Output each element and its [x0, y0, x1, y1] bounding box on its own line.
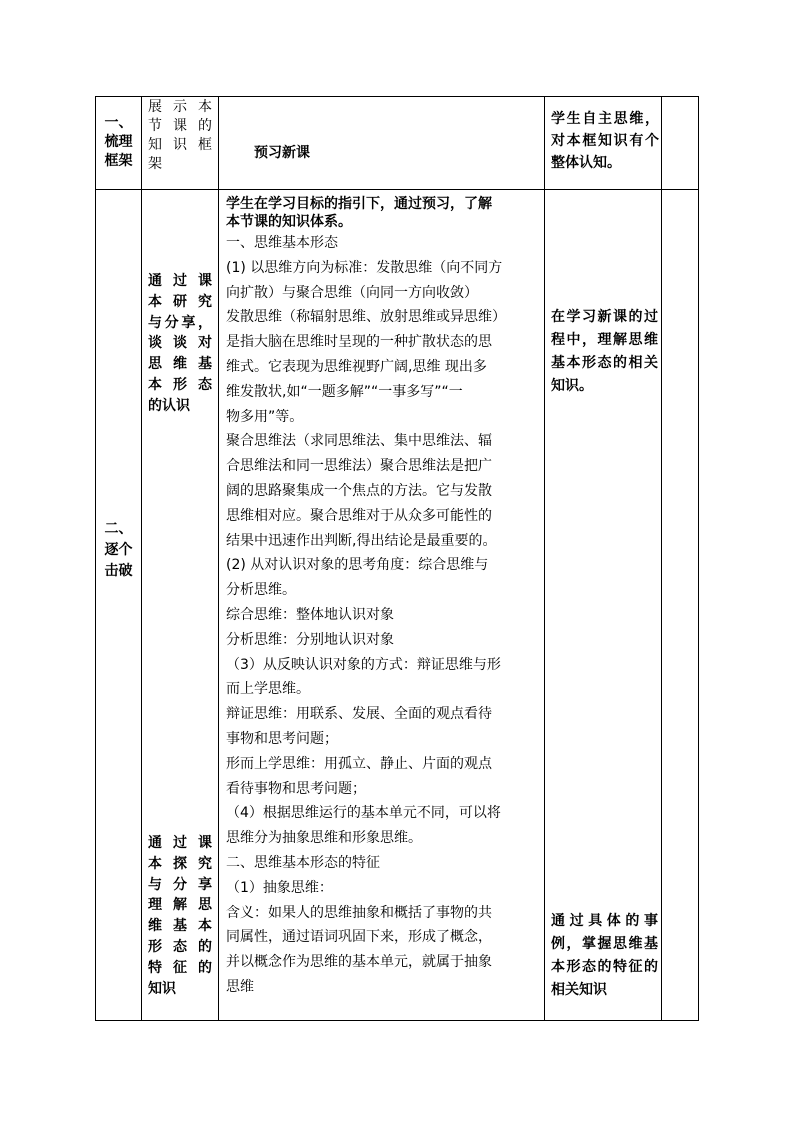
- table-col-divider-2: [218, 96, 219, 1021]
- content-line: 本节课的知识体系。: [226, 214, 352, 230]
- content-line: （1）抽象思维：: [226, 879, 333, 896]
- content-line: 分析思维：分别地认识对象: [226, 631, 394, 648]
- content-line: 合思维法和同一思维法）聚合思维法是把广: [226, 458, 492, 475]
- row2-goal2-line: 特征的: [148, 959, 212, 976]
- row2-goal2-line: 知识: [148, 980, 176, 997]
- content-line: 是指大脑在思维时呈现的一种扩散状态的思: [226, 334, 492, 351]
- content-line: 学生在学习目标的指引下，通过预习，了解: [226, 196, 492, 212]
- row2-goal2-line: 与分享: [148, 876, 212, 893]
- content-line: 辩证思维：用联系、发展、全面的观点看待: [226, 706, 492, 723]
- row2-goal1-line: 通过课: [148, 273, 212, 289]
- table-col-divider-3: [544, 96, 545, 1021]
- row1-activity-cell: 预习新课: [254, 145, 310, 161]
- content-line: 事物和思考问题；: [226, 730, 338, 747]
- row2-goal1-line: 本形态: [148, 376, 212, 393]
- content-line: 阔的思路聚集成一个焦点的方法。它与发散: [226, 482, 492, 499]
- row2-goal2-line: 本探究: [148, 855, 212, 872]
- row2-section-cell: 二、 逐个 击破: [104, 521, 133, 579]
- row2-goal1-cell: [148, 271, 212, 417]
- content-line: 分析思维。: [226, 582, 296, 599]
- row2-goal2-line: 维基本: [148, 918, 212, 935]
- row2-goal2-line: 通过课: [148, 835, 212, 851]
- content-line: (1) 以思维方向为标准：发散思维（向不同方: [226, 259, 503, 276]
- content-line: 综合思维：整体地认识对象: [226, 606, 394, 623]
- row2-intent1-cell: 在学习新课的过程中，理解思维基本形态的相关知识。: [551, 309, 658, 394]
- row1-goal-cell: [148, 98, 212, 174]
- content-line: 而上学思维。: [226, 681, 310, 698]
- row1-intent-cell: 学生自主思维，对本框知识有个整体认知。: [551, 111, 659, 171]
- row2-goal2-line: 理解思: [148, 897, 212, 914]
- row1-goal-line: 知识框: [148, 137, 212, 153]
- row2-goal1-line: 与分享，: [148, 314, 212, 331]
- row1-goal-line: 节课的: [148, 118, 212, 134]
- row2-content-cell: [226, 195, 540, 1000]
- row1-section-cell: 一、 梳理 框架: [104, 115, 133, 169]
- row1-goal-line: 架: [148, 156, 162, 172]
- content-line: 同属性，通过语词巩固下来，形成了概念，: [226, 929, 492, 946]
- row2-goal2-cell: [148, 833, 212, 999]
- row1-goal-line: 展示本: [148, 99, 212, 115]
- row2-goal1-line: 思维基: [148, 356, 212, 373]
- content-line: 思维: [226, 978, 254, 995]
- content-line: 并以概念作为思维的基本单元，就属于抽象: [226, 954, 492, 971]
- table-border-top: [95, 96, 699, 97]
- content-line: (2) 从对认识对象的思考角度：综合思维与: [226, 557, 489, 574]
- content-line: 含义：如果人的思维抽象和概括了事物的共: [226, 904, 492, 921]
- content-line: （4）根据思维运行的基本单元不同，可以将: [226, 805, 501, 822]
- content-line: 一、思维基本形态: [226, 235, 338, 251]
- content-line: 发散思维（称辐射思维、放射思维或异思维）: [226, 309, 506, 326]
- content-line: 向扩散）与聚合思维（向同一方向收敛）: [226, 284, 478, 301]
- table-border-right: [698, 96, 699, 1021]
- row2-goal1-line: 的认识: [148, 397, 190, 414]
- content-line: 维发散状,如“一题多解”“一事多写”“一: [226, 383, 463, 400]
- content-line: （3）从反映认识对象的方式：辩证思维与形: [226, 656, 501, 673]
- content-line: 维式。它表现为思维视野广阔,思维 现出多: [226, 358, 487, 375]
- content-line: 聚合思维法（求同思维法、集中思维法、辐: [226, 433, 492, 450]
- row2-goal1-line: 谈谈对: [148, 335, 212, 352]
- table-border-bottom: [95, 1020, 699, 1021]
- content-line: 物多用”等。: [226, 408, 304, 425]
- row2-goal2-line: 形态的: [148, 938, 212, 955]
- content-line: 看待事物和思考问题；: [226, 780, 366, 797]
- content-line: 思维相对应。聚合思维对于从众多可能性的: [226, 507, 492, 524]
- row2-goal1-line: 本研究: [148, 293, 212, 310]
- content-line: 二、思维基本形态的特征: [226, 854, 380, 871]
- table-col-divider-4: [661, 96, 662, 1021]
- content-line: 结果中迅速作出判断,得出结论是最重要的。: [226, 532, 497, 549]
- table-col-divider-1: [141, 96, 142, 1021]
- table-row-divider: [95, 189, 699, 190]
- content-line: 形而上学思维：用孤立、静止、片面的观点: [226, 755, 492, 772]
- row2-intent2-cell: 通过具体的事例，掌握思维基本形态的特征的相关知识: [551, 913, 658, 998]
- content-line: 思维分为抽象思维和形象思维。: [226, 830, 422, 847]
